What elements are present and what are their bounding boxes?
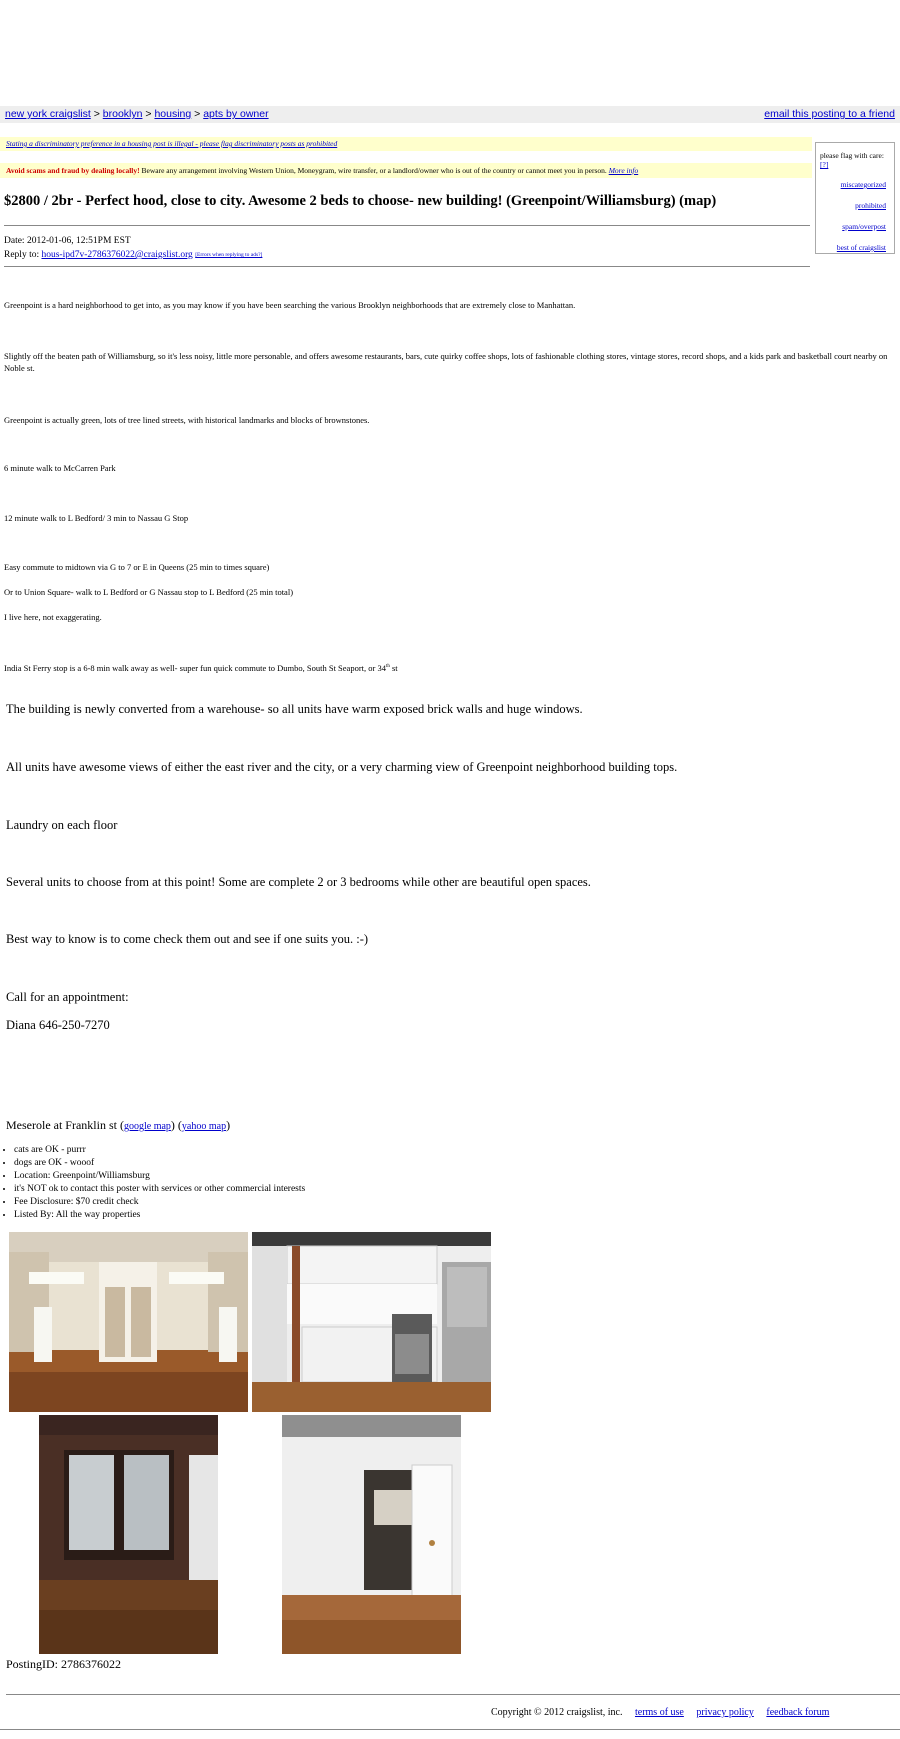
kitchen-photo[interactable] [252,1232,491,1412]
scam-warning-text: Beware any arrangement involving Western Union, Moneygram, wire transfer, or a landlord/owner who is out of the country or cannot meet you in person. [141,166,607,175]
body-paragraph: Call for an appointment: [6,990,129,1004]
contact-phone: Diana 646-250-7270 [6,1018,110,1032]
discrimination-notice [0,137,812,151]
feedback-forum-link[interactable]: feedback forum [766,1707,830,1718]
yahoo-map-link[interactable]: yahoo map [181,1121,227,1132]
body-paragraph: Slightly off the beaten path of Williamsburg, so it's less noisy, little more personable, and offers awesome restaurants, bars, cute quirky coffee shops, lots of fashionable clothing stores, vintage stores, record shops, and a kids park and basketball court nearby on Noble st. [4,351,888,373]
body-paragraph: Greenpoint is a hard neighborhood to get into, as you may know if you have been searching the various Brooklyn neighborhoods that are extremely close to Manhattan. [4,300,576,310]
body-paragraph [4,661,894,674]
breadcrumb-bar [0,106,900,123]
body-paragraph: Laundry on each floor [6,818,118,832]
flag-spam-link[interactable]: spam/overpost [842,222,886,231]
divider [0,1729,900,1730]
divider [4,266,810,267]
attribute-list [0,1144,305,1222]
body-paragraph: The building is newly converted from a warehouse- so all units have warm exposed brick walls and huge windows. [6,702,583,716]
body-paragraph: I live here, not exaggerating. [4,612,102,622]
posting-date: Date: 2012-01-06, 12:51PM EST [4,236,131,246]
discrimination-notice-link[interactable]: Stating a discriminatory preference in a housing post is illegal - please flag discriminatory posts as prohibited [6,139,338,148]
flag-heading-text: please flag with care: [820,151,884,160]
body-paragraph: Or to Union Square- walk to L Bedford or G Nassau stop to L Bedford (25 min total) [4,587,294,597]
posting-id: PostingID: 2786376022 [6,1657,122,1671]
scam-more-info-link[interactable]: More info [608,166,639,175]
footer [491,1707,829,1718]
body-paragraph: Several units to choose from at this point! Some are complete 2 or 3 bedrooms while other are beautiful open spaces. [6,875,591,889]
flag-miscategorized-link[interactable]: miscategorized [840,180,886,189]
scam-warning [0,163,812,178]
body-paragraph: Easy commute to midtown via G to 7 or E in Queens (25 min to times square) [4,562,270,572]
posting-meta [4,234,262,262]
reply-email-link[interactable]: hous-ipd7v-2786376022@craigslist.org [41,250,193,260]
body-paragraph: All units have awesome views of either the east river and the city, or a very charming view of Greenpoint neighborhood building tops. [6,760,678,774]
body-paragraph: Greenpoint is actually green, lots of tree lined streets, with historical landmarks and blocks of brownstones. [4,415,370,425]
divider [6,1694,900,1695]
email-to-friend-link[interactable]: email this posting to a friend [764,108,895,120]
body-paragraph: Best way to know is to come check them out and see if one suits you. :-) [6,932,369,946]
breadcrumb-link-apts-by-owner[interactable]: apts by owner [203,108,269,120]
ferry-text: India St Ferry stop is a 6-8 min walk away as well- super fun quick commute to Dumbo, South St Seaport, or 34 [4,662,386,673]
flag-help-link[interactable]: [?] [820,160,829,169]
doorway-photo[interactable] [282,1415,461,1654]
body-paragraph: 12 minute walk to L Bedford/ 3 min to Nassau G Stop [4,513,189,523]
list-item: • Fee Disclosure: $70 credit check [14,1196,305,1209]
list-item: • dogs are OK - wooof [14,1157,305,1170]
reply-errors-link[interactable]: [Errors when replying to ads?] [195,252,263,258]
scam-warning-title: Avoid scams and fraud by dealing locally! [6,166,140,175]
breadcrumb-separator: > [194,108,201,120]
flag-box [815,142,895,254]
reply-to-label: Reply to: [4,250,40,260]
ferry-sup: th [385,664,390,669]
brick-bedroom-photo[interactable] [39,1415,218,1654]
breadcrumb-link-housing[interactable]: housing [154,108,192,120]
breadcrumb-separator: > [145,108,152,120]
map-location: Meserole at Franklin st [6,1118,117,1132]
terms-of-use-link[interactable]: terms of use [634,1707,684,1718]
flag-prohibited-link[interactable]: prohibited [855,201,886,210]
list-item: • Location: Greenpoint/Williamsburg [14,1170,305,1183]
breadcrumb-separator: > [93,108,100,120]
breadcrumb [5,108,269,120]
divider [4,225,810,226]
privacy-policy-link[interactable]: privacy policy [696,1707,754,1718]
list-item: • it's NOT ok to contact this poster with services or other commercial interests [14,1183,305,1196]
reply-to-line [4,248,262,262]
apartment-living-room-photo[interactable] [9,1232,248,1412]
breadcrumb-link-ny-craigslist[interactable]: new york craigslist [5,108,91,120]
map-line: Meserole at Franklin st (google map) (yahoo map) [6,1118,231,1132]
list-item: • Listed By: All the way properties [14,1209,305,1222]
copyright: Copyright © 2012 craigslist, inc. [491,1707,623,1718]
list-item: • cats are OK - purrr [14,1144,305,1157]
page-title: $2800 / 2br - Perfect hood, close to city. Awesome 2 beds to choose- new building! (Greenpoint/Williamsburg) (map) [4,193,717,209]
breadcrumb-link-brooklyn[interactable]: brooklyn [102,108,143,120]
body-paragraph: 6 minute walk to McCarren Park [4,463,116,473]
ferry-text-end: st [389,662,398,673]
flag-best-of-link[interactable]: best of craigslist [836,243,886,252]
google-map-link[interactable]: google map [123,1121,171,1132]
flag-heading [820,151,886,169]
